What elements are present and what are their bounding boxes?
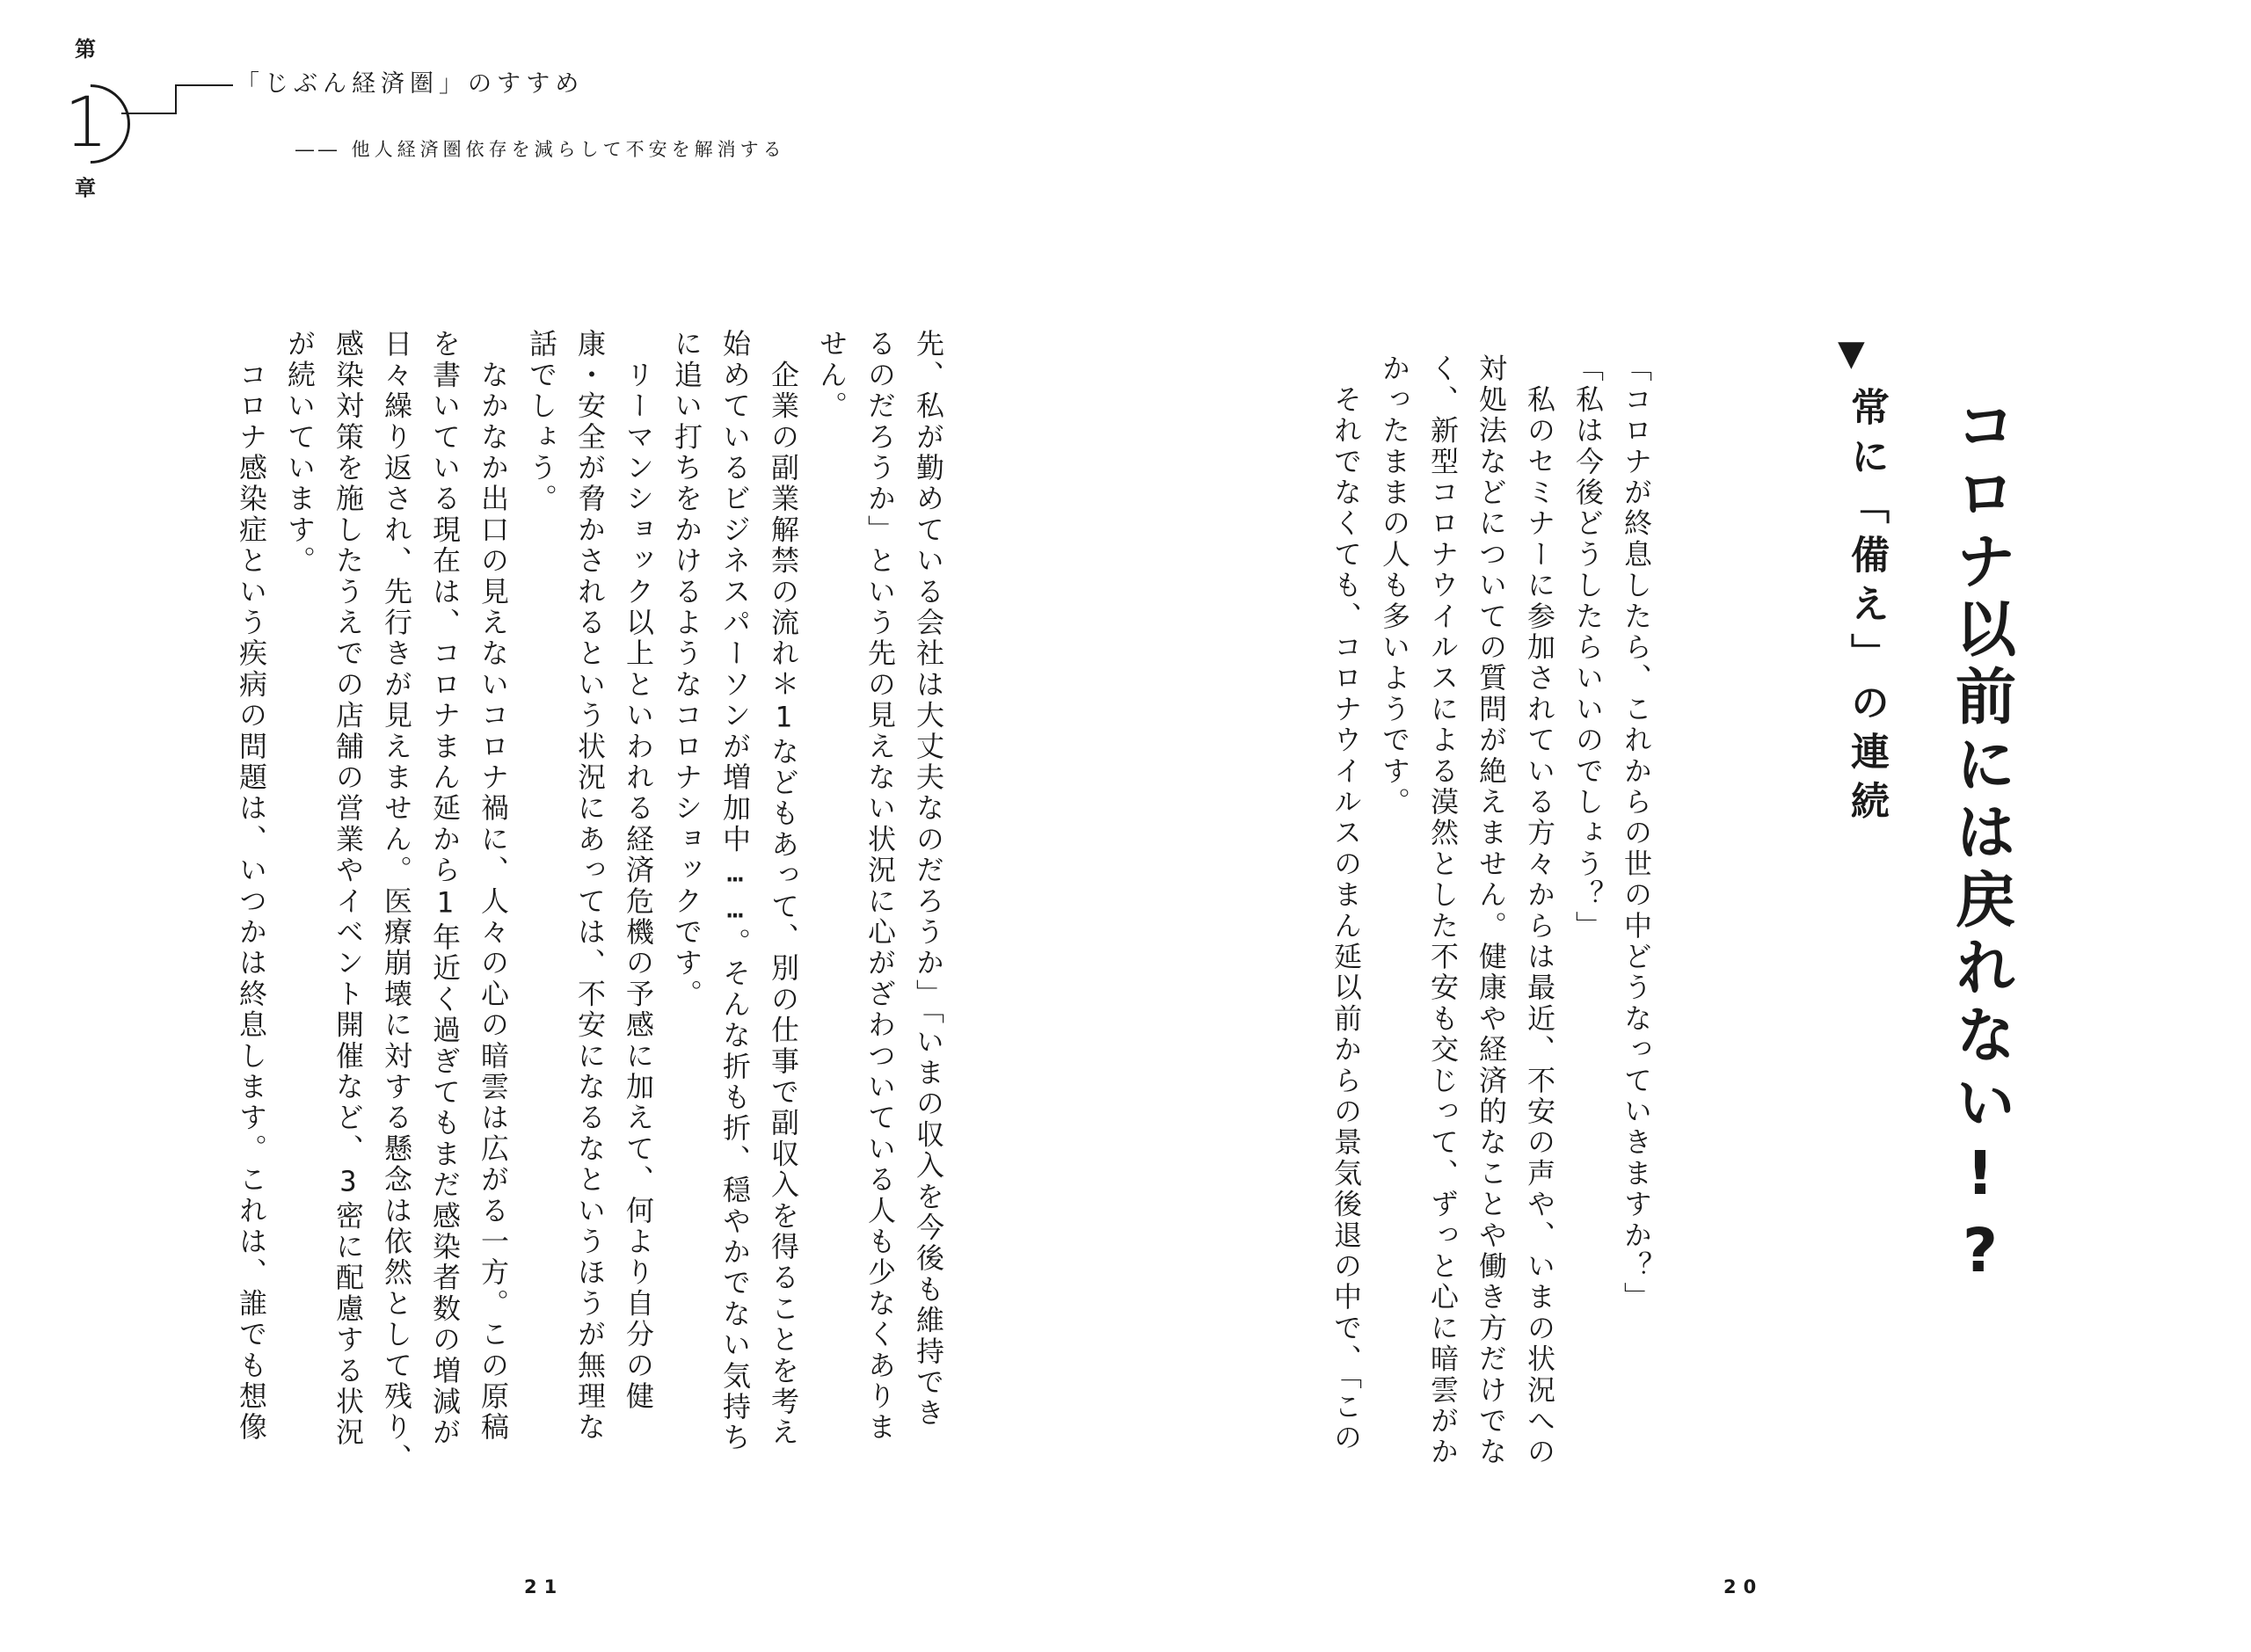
chapter-number: 1 bbox=[64, 84, 108, 163]
section-heading: コロナ以前には戻れない!? bbox=[1945, 394, 2015, 1293]
page-number-right: 20 bbox=[1723, 1576, 1764, 1597]
triangle-marker-icon: ▼ bbox=[1838, 333, 1865, 374]
right-page-body: 「コロナが終息したら、これからの世の中どうなっていきますか？」 「私は今後どうしたらいいのでしょう？」 私のセミナーに参加されている方々からは最近、不安の声や、いまの状況への 対処法などについての質問が絶えません。健康や経済的なことや働き方だけでな く、新型コロナウイルスによる漠然とした不安も交じって、ずっと心に暗雲がか かったままの人も多いようです。 それでなくても、コロナウイルスのまん延以前からの景気後退の中で、「この bbox=[1329, 353, 1653, 1468]
chapter-connector-line bbox=[121, 113, 176, 114]
chapter-title: 「じぶん経済圏」のすすめ bbox=[236, 70, 585, 98]
chapter-subtitle: ―― 他人経済圏依存を減らして不安を解消する bbox=[295, 139, 786, 160]
chapter-connector-line bbox=[175, 84, 177, 114]
chapter-marker-top: 第 bbox=[75, 37, 96, 62]
chapter-marker-bottom: 章 bbox=[75, 176, 96, 200]
page-number-left: 21 bbox=[524, 1576, 565, 1597]
section-subheading: 常に「備え」の連続 bbox=[1844, 387, 1889, 830]
left-page-body: 先、私が勤めている会社は大丈夫なのだろうか」「いまの収入を今後も維持でき るのだろうか」という先の見えない状況に心がざわついている人も少なくありま せん。 企業の副業解禁の流れ＊1などもあって、別の仕事で副収入を得ることを考え 始めているビジネスパーソンが増加中……。そんな折も折、穏やかでない気持ち に追い打ちをかけるようなコロナショックです。 リーマンショック以上といわれる経済危機の予感に加えて、何より自分の健 康・安全が脅かされるという状況にあっては、不安になるなというほうが無理な 話でしょう。 なかなか出口の見えないコロナ禍に、人々の心の暗雲は広がる一方。この原稿 を書いている現在は、コロナまん延から1年近く過ぎてもまだ感染者数の増減が 日々繰り返され、先行きが見えません。医療崩壊に対する懸念は依然として残り、 感染対策を施したうえでの店舗の営業やイベント開催など、3密に配慮する状況 が続いています。 コロナ感染症という疾病の問題は、いつかは終息します。これは、誰でも想像 bbox=[235, 329, 945, 1474]
chapter-connector-line bbox=[175, 84, 233, 86]
